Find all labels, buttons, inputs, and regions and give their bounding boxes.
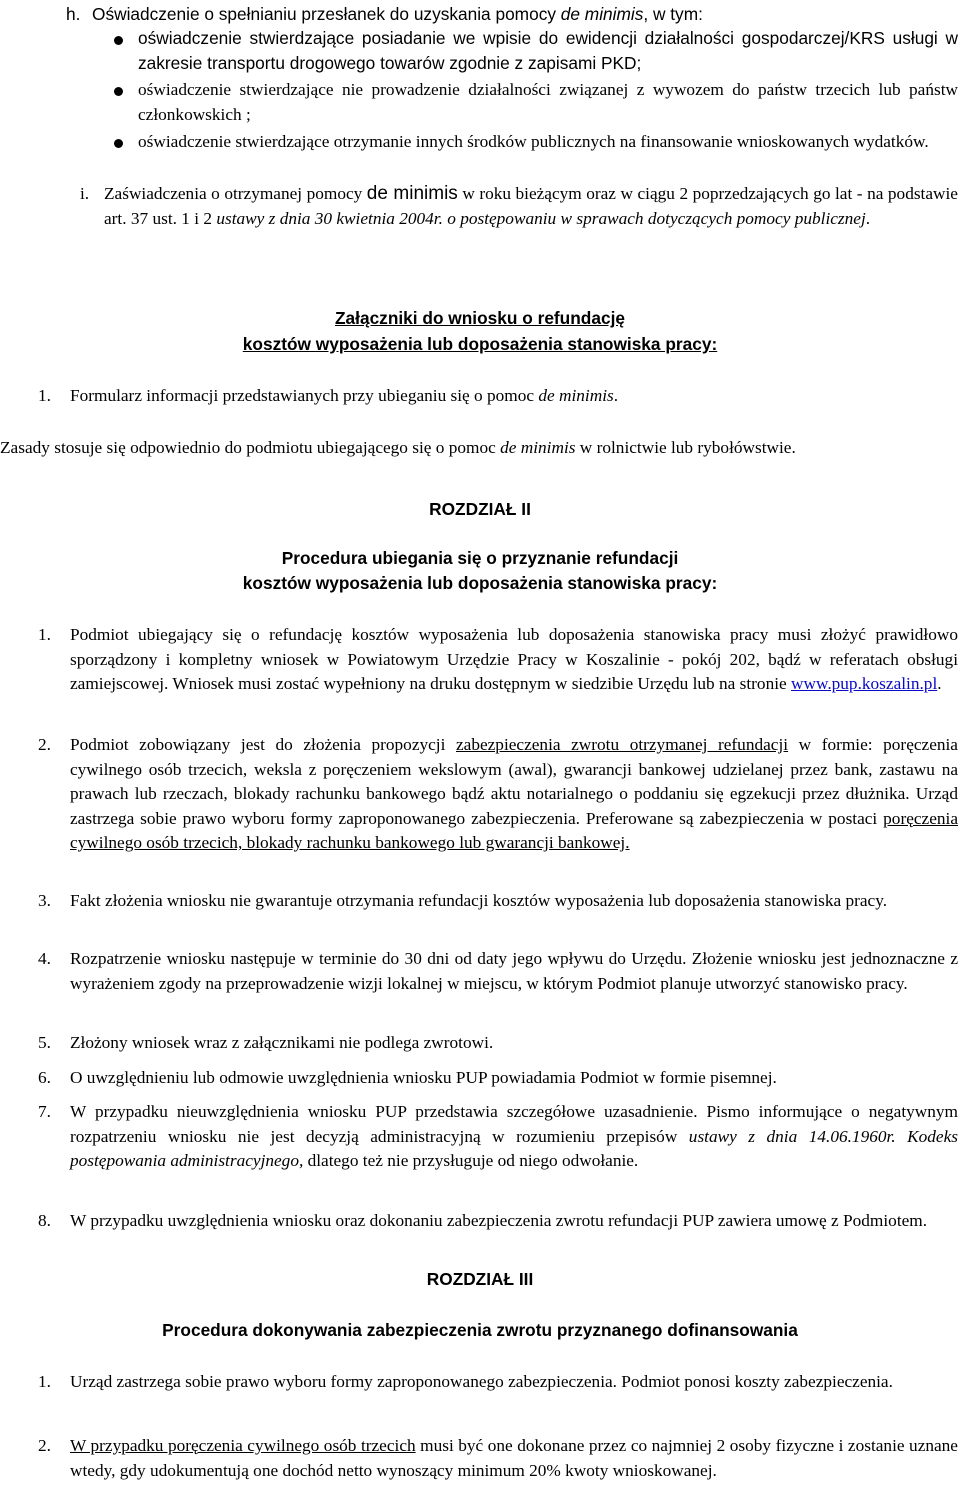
section-h-bullet-2: oświadczenie stwierdzające nie prowadzenie działalności związanej z wywozem do państw trzecich lub państw członkowskich ; [138,80,958,124]
chapter-3-item-2-text: musi być one dokonane przez co najmniej 2 osoby fizyczne i zostanie uznane wtedy, gdy udokumentują one dochód netto wynoszący minimum 20% kwoty wnioskowanej. [70,1436,958,1480]
chapter-2-item-2-underlined-2: poręczenia cywilnego osób trzecich, blokady rachunku bankowego lub gwarancji bankowej. [70,808,958,853]
attachments-title-line2 [0,332,960,357]
attachments-title-line2-text: kosztów wyposażenia lub doposażenia stanowiska pracy: [242,334,718,354]
attachments-title-line1 [0,306,960,331]
chapter-2-item-2-underlined-1: zabezpieczenia zwrotu otrzymanej refundacji [455,735,789,754]
section-i-de-minimis: de minimis [366,183,458,204]
chapter-2-item-num: 7. [38,1102,51,1121]
chapter-2-item-num: 6. [38,1068,51,1087]
chapter-2-title-line2: kosztów wyposażenia lub doposażenia stanowiska pracy: [242,573,718,593]
section-h-intro-end: , w tym: [643,4,703,24]
chapter-2-item-2-text-a: Podmiot zobowiązany jest do złożenia propozycji [70,735,456,754]
section-h-intro-text: Oświadczenie o spełnianiu przesłanek do uzyskania pomocy [92,4,561,24]
chapter-2-item-2 [70,733,958,856]
attachments-note-b: w rolnictwie lub rybołówstwie. [575,438,796,457]
chapter-2-item-num: 1. [38,625,51,644]
chapter-2-item-num: 5. [38,1033,51,1052]
chapter-3-item-num: 1. [38,1372,51,1391]
chapter-2-item-7-text-b: dlatego też nie przysługuje od niego odwołanie. [303,1151,639,1171]
attachments-note-a: Zasady stosuje się odpowiednio do podmiotu ubiegającego się o pomoc [0,438,501,457]
section-h-bullet-3: oświadczenie stwierdzające otrzymanie innych środków publicznych na finansowanie wnioskowanych wydatków. [138,132,929,151]
chapter-3-item-2-underlined: W przypadku poręczenia cywilnego osób trzecich [70,1436,416,1455]
section-i-text [104,182,958,231]
chapter-3-item-2 [70,1434,958,1483]
chapter-2-item-7-text-a: W przypadku nieuwzględnienia wniosku PUP przedstawia szczegółowe uzasadnienie. Pismo informujące o negatywnym rozpatrzeniu wniosku nie jest decyzją administracyjną w rozumieniu przepisów [70,1102,958,1146]
attachments-note [0,436,958,461]
attachment-item-1-text: Formularz informacji przedstawianych przy ubieganiu się o pomoc [70,386,539,405]
chapter-2-heading: ROZDZIAŁ II [429,499,531,519]
section-h-label: h. [66,4,81,24]
bullet-icon [114,36,123,45]
attachments-title-line1-text: Załączniki do wniosku o refundację [334,308,625,328]
chapter-2-title-line1: Procedura ubiegania się o przyznanie refundacji [281,548,679,568]
chapter-2-item-7-law-reference: ustawy z dnia 14.06.1960r. Kodeks postępowania administracyjnego, [70,1126,958,1171]
chapter-2-item-num: 3. [38,891,51,910]
chapter-2-item-num: 2. [38,735,51,754]
chapter-3-item-num: 2. [38,1436,51,1455]
chapter-2-item-1-end: . [937,674,942,694]
chapter-3-item-1: Urząd zastrzega sobie prawo wyboru formy zaproponowanego zabezpieczenia. Podmiot ponosi koszty zabezpieczenia. [70,1372,893,1391]
chapter-3-title: Procedura dokonywania zabezpieczenia zwrotu przyznanego dofinansowania [162,1320,798,1340]
chapter-2-item-7 [70,1100,958,1174]
chapter-2-item-2-text-b: w formie: poręczenia cywilnego osób trzecich, weksla z poręczeniem wekslowym (awal), gwarancji bankowej udzielanej przez bank, zastawu na prawach lub rzeczach, blokady rachunku bankowego bądź aktu notarialnego o poddaniu się egzekucji przez dłużnika. Urząd zastrzega sobie prawo wyboru formy zaproponowanego zabezpieczenia. Preferowane są zabezpieczenia w postaci [70,735,958,828]
chapter-2-item-1-text: Podmiot ubiegający się o refundację kosztów wyposażenia lub doposażenia stanowiska pracy musi złożyć prawidłowo sporządzony i kompletny wniosek w Powiatowym Urzędzie Pracy w Koszalinie - pokój 202, bądź w referatach obsługi zamiejscowej. Wniosek musi zostać wypełniony na druku dostępnym w siedzibie Urzędu lub na stronie [70,625,958,694]
section-h-bullet-1: oświadczenie stwierdzające posiadanie we wpisie do ewidencji działalności gospodarczej/KRS usługi w zakresie transportu drogowego towarów zgodnie z zapisami PKD; [138,28,958,73]
section-i-end: . [865,208,871,228]
attachment-item-1-num: 1. [38,386,51,405]
chapter-2-item-6: O uwzględnieniu lub odmowie uwzględnienia wniosku PUP powiadamia Podmiot w formie pisemnej. [70,1068,777,1087]
website-link[interactable]: www.pup.koszalin.pl [791,674,938,694]
section-h-intro-emphasis: de minimis [560,4,644,24]
chapter-3-heading: ROZDZIAŁ III [426,1269,534,1289]
section-i-law-reference: ustawy z dnia 30 kwietnia 2004r. o postępowaniu w sprawach dotyczących pomocy publicznej [216,208,866,228]
attachment-item-1-emphasis: de minimis [538,386,614,405]
chapter-2-item-num: 4. [38,949,51,968]
bullet-icon [114,87,123,96]
section-i-text-c: w roku bieżącym oraz w ciągu 2 poprzedzających go lat - na podstawie art. 37 ust. 1 i 2 [104,184,958,228]
attachment-item-1-end: . [613,386,619,405]
section-h-intro [92,2,958,27]
chapter-2-item-8: W przypadku uwzględnienia wniosku oraz dokonaniu zabezpieczenia zwrotu refundacji PUP zawiera umowę z Podmiotem. [70,1211,928,1230]
attachment-item-1 [70,384,958,409]
section-i-label: i. [80,184,90,203]
chapter-2-item-5: Złożony wniosek wraz z załącznikami nie podlega zwrotowi. [70,1033,494,1052]
section-i-text-a: Zaświadczenia o otrzymanej pomocy [104,184,367,203]
chapter-2-item-3: Fakt złożenia wniosku nie gwarantuje otrzymania refundacji kosztów wyposażenia lub doposażenia stanowiska pracy. [70,891,888,910]
chapter-2-item-1 [70,623,958,697]
attachments-note-emphasis: de minimis [500,438,576,457]
bullet-icon [114,139,123,148]
chapter-2-item-num: 8. [38,1211,51,1230]
chapter-2-item-4: Rozpatrzenie wniosku następuje w terminie do 30 dni od daty jego wpływu do Urzędu. Złożenie wniosku jest jednoznaczne z wyrażeniem zgody na przeprowadzenie wizji lokalnej w miejscu, w którym Podmiot planuje utworzyć stanowisko pracy. [70,949,958,993]
